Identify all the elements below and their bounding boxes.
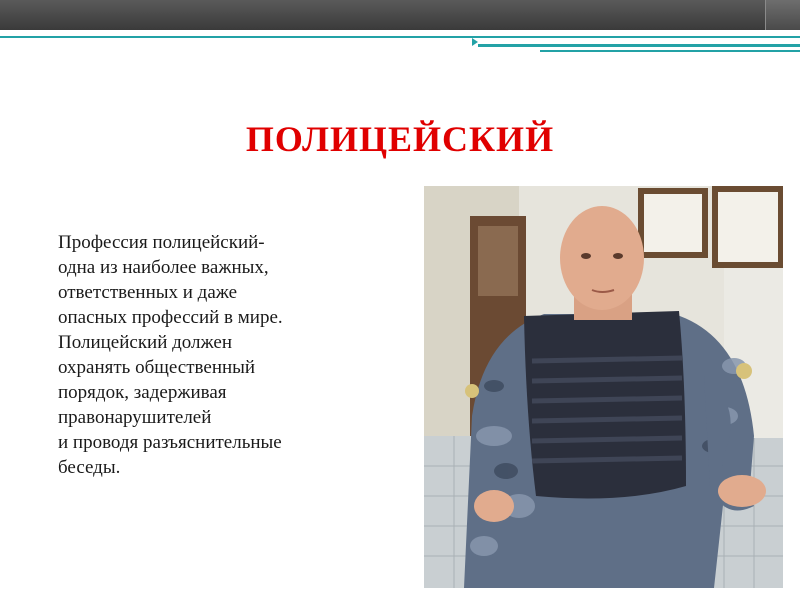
body-line: правонарушителей — [58, 407, 212, 428]
body-line: беседы. — [58, 457, 121, 478]
body-line: опасных профессий в мире. — [58, 307, 283, 328]
accent-line-secondary — [478, 44, 800, 47]
photo-illustration — [424, 186, 783, 588]
body-line: Профессия полицейский- — [58, 232, 265, 253]
body-line: и проводя разъяснительные — [58, 432, 282, 453]
body-line: охранять общественный — [58, 357, 256, 378]
body-line: Полицейский должен — [58, 332, 233, 353]
body-line: порядок, задерживая — [58, 382, 227, 403]
header-bar-accent — [765, 0, 800, 30]
header-bar — [0, 0, 800, 30]
accent-line-tertiary — [540, 50, 800, 52]
body-line: ответственных и даже — [58, 282, 238, 303]
body-line: одна из наиболее важных, — [58, 257, 269, 278]
accent-line — [0, 36, 800, 38]
slide-body-text — [58, 230, 418, 480]
slide-title: ПОЛИЦЕЙСКИЙ — [245, 119, 555, 159]
police-officer-photo — [424, 186, 783, 588]
